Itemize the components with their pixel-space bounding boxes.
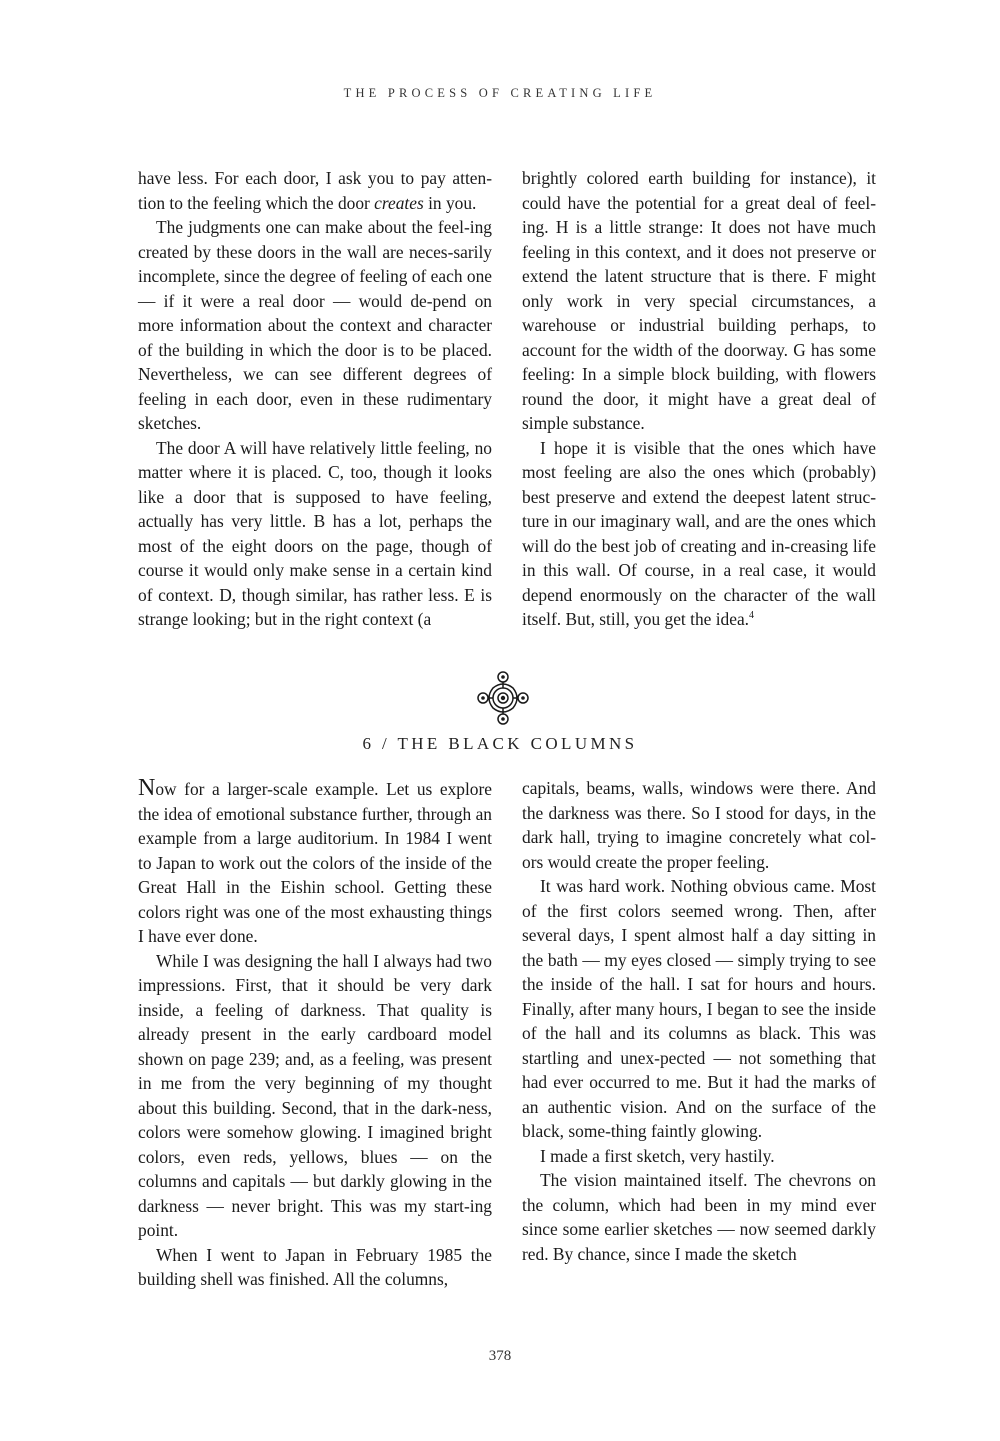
paragraph: brightly colored earth building for instance), it could have the potential for a great deal of feel-ing. H is a little strange: It does not have much feeling in this context, and it does not preserve or extend the latent structure that is there. F might only work in very special circumstances, a warehouse or industrial building perhaps, to account for the width of the doorway. G has some feeling: In a simple block building, with flowers round the door, it might have a great deal of simple substance. — [522, 168, 876, 433]
paragraph: capitals, beams, walls, windows were there. And the darkness was there. So I stood for days, in the dark hall, trying to imagine concretely what col-ors would create the proper feeling. — [522, 778, 876, 872]
paragraph-text: ow for a larger-scale example. Let us explore the idea of emotional substance further, through an example from a large auditorium. In 1984 I went to Japan to work out the colors of the inside of the Great Hall in the Eishin school. Getting these colors right was one of the most exhausting things I have ever done. — [138, 779, 492, 946]
column-top-left — [138, 166, 492, 632]
paragraph: While I was designing the hall I always had two impressions. First, that it should be very dark inside, a feeling of darkness. That quality is already present in the early cardboard model shown on page 239; and, as a feeling, was present in me from the very beginning of my thought about this building. Second, that in the dark-ness, colors were somehow glowing. I imagined bright colors, even reds, yellows, blues — on the columns and capitals — but darkly glowing in the darkness — never bright. This was my start-ing point. — [138, 950, 492, 1240]
paragraph — [138, 776, 492, 949]
paragraph — [522, 436, 876, 632]
footnote-marker[interactable]: 4 — [749, 610, 755, 622]
column-bottom-right — [522, 776, 876, 1266]
paragraph-text: in you. — [423, 192, 477, 213]
paragraph: I made a first sketch, very hastily. — [540, 1145, 775, 1166]
paragraph — [138, 166, 492, 215]
section-title: 6 / THE BLACK COLUMNS — [362, 734, 638, 753]
paragraph: The judgments one can make about the feel-ing created by these doors in the wall are neces-sarily incomplete, since the degree of feeling of each one — if it were a real door — would de-pend on more information about the context and character of the building in which the door is to be placed. Nevertheless, we can see different degrees of feeling in each door, even in these rudimentary sketches. — [138, 217, 492, 433]
paragraph-text: I hope it is visible that the ones which have most feeling are also the ones which (probably) best preserve and extend the deepest latent struc-ture in our imaginary wall, and are the ones which will do the best job of creating and in-creasing life in this wall. Of course, in a real case, it would depend enormously on the character of the wall itself. But, still, you get the idea. — [522, 437, 876, 629]
paragraph: When I went to Japan in February 1985 the building shell was finished. All the columns, — [138, 1244, 492, 1289]
emphasis-text: creates — [374, 192, 424, 213]
ornament-icon — [475, 668, 531, 728]
column-bottom-left — [138, 776, 492, 1292]
paragraph-text: have less. For each door, I ask you to pay atten-tion to the feeling which the door — [138, 168, 492, 213]
paragraph: It was hard work. Nothing obvious came. Most of the first colors seemed wrong. Then, after several days, I spent almost half a day sitting in the bath — my eyes closed — simply trying to see the inside of the hall. I sat for hours and hours. Finally, after many hours, I began to see the inside of the hall and its columns as black. This was startling and unex-pected — not something that had ever occurred to me. But it had the marks of an authentic vision. And on the surface of the black, some-thing faintly glowing. — [522, 876, 876, 1141]
paragraph: The door A will have relatively little feeling, no matter where it is placed. C, too, though it looks like a door that is supposed to have feeling, actually has very little. B has a lot, perhaps the most of the eight doors on the page, though of course it would only make sense in a certain kind of context. D, though similar, has rather less. E is strange looking; but in the right context (a — [138, 437, 492, 629]
page-number: 378 — [488, 1348, 512, 1364]
paragraph: The vision maintained itself. The chevrons on the column, which had been in my mind ever since some earlier sketches — now seemed darkly red. By chance, since I made the sketch — [522, 1170, 876, 1264]
column-top-right — [522, 166, 876, 632]
drop-cap: N — [138, 775, 156, 801]
running-head: THE PROCESS OF CREATING LIFE — [343, 86, 657, 100]
